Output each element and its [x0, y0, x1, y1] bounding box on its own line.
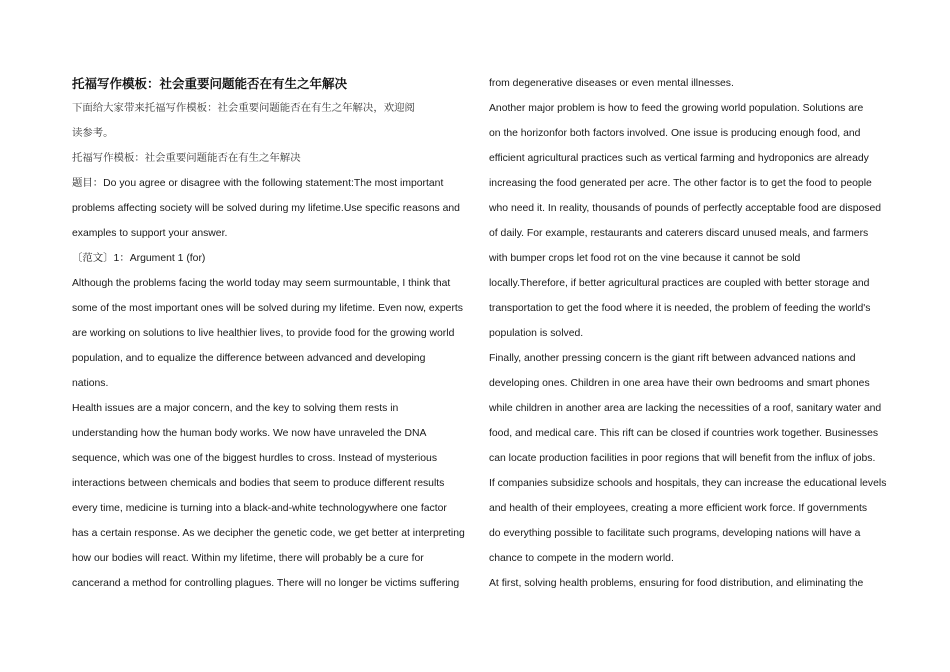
text-line: of daily. For example, restaurants and caterers discard unused meals, and farmers	[489, 228, 869, 239]
right-column	[489, 71, 887, 596]
text-line: 读参考。	[72, 127, 114, 139]
text-line: cancerand a method for controlling plagues. There will no longer be victims suffering	[72, 578, 460, 589]
left-column-text	[72, 96, 464, 596]
text-line: every time, medicine is turning into a black-and-white technologywhere one factor	[72, 503, 447, 514]
text-line: on the horizonfor both factors involved. One issue is producing enough food, and	[489, 128, 861, 139]
text-line: some of the most important ones will be solved during my lifetime. Even now, experts	[72, 303, 463, 314]
text-line: has a certain response. As we decipher the genetic code, we get better at interpreting	[72, 528, 465, 539]
text-line: with bumper crops let food rot on the vine because it cannot be sold	[489, 253, 801, 264]
text-line: are working on solutions to live healthier lives, to provide food for the growing world	[72, 328, 455, 339]
text-line: how our bodies will react. Within my lifetime, there will probably be a cure for	[72, 553, 424, 564]
text-line: sequence, which was one of the biggest hurdles to cross. Instead of mysterious	[72, 453, 438, 464]
text-line: Finally, another pressing concern is the giant rift between advanced nations and	[489, 353, 856, 364]
text-line: transportation to get the food where it is needed, the problem of feeding the world's	[489, 303, 871, 314]
text-line: problems affecting society will be solved during my lifetime.Use specific reasons and	[72, 203, 460, 214]
text-line: chance to compete in the modern world.	[489, 553, 674, 564]
text-line: 题目：Do you agree or disagree with the following statement:The most important	[72, 178, 444, 189]
text-line: Although the problems facing the world today may seem surmountable, I think that	[72, 278, 451, 289]
text-line: do everything possible to facilitate such programs, developing nations will have a	[489, 528, 861, 539]
text-line: who need it. In reality, thousands of pounds of perfectly acceptable food are disposed	[489, 203, 882, 214]
text-line: If companies subsidize schools and hospitals, they can increase the educational levels	[489, 478, 887, 489]
text-line: interactions between chemicals and bodies that seem to produce different results	[72, 478, 445, 489]
text-line: and health of their employees, creating a more efficient work force. If governments	[489, 503, 868, 514]
text-line: locally.Therefore, if better agricultural practices are coupled with better storage and	[489, 278, 870, 289]
text-line: understanding how the human body works. We now have unraveled the DNA	[72, 428, 427, 439]
left-column	[72, 71, 464, 596]
text-line: 托福写作模板：社会重要问题能否在有生之年解决	[72, 152, 301, 164]
text-line: while children in another area are lacking the necessities of a roof, sanitary water and	[489, 403, 882, 414]
text-line: examples to support your answer.	[72, 228, 228, 239]
text-line: increasing the food generated per acre. The other factor is to get the food to people	[489, 178, 872, 189]
text-line: from degenerative diseases or even mental illnesses.	[489, 78, 734, 89]
document-title: 托福写作模板：社会重要问题能否在有生之年解决	[72, 76, 348, 91]
text-line: population is solved.	[489, 328, 584, 339]
text-line: can locate production facilities in poor regions that will benefit from the influx of jobs.	[489, 453, 876, 464]
text-line: food, and medical care. This rift can be closed if countries work together. Businesses	[489, 428, 879, 439]
text-line: developing ones. Children in one area have their own bedrooms and smart phones	[489, 378, 870, 389]
text-line: 〔范文〕1：Argument 1 (for)	[72, 253, 206, 264]
text-line: Health issues are a major concern, and the key to solving them rests in	[72, 403, 399, 414]
text-line: efficient agricultural practices such as vertical farming and hydroponics are already	[489, 153, 869, 164]
text-line: 下面给大家带来托福写作模板：社会重要问题能否在有生之年解决，欢迎阅	[72, 102, 415, 114]
text-line: At first, solving health problems, ensuring for food distribution, and eliminating the	[489, 578, 864, 589]
text-line: nations.	[72, 378, 109, 389]
text-line: Another major problem is how to feed the growing world population. Solutions are	[489, 103, 864, 114]
text-line: population, and to equalize the difference between advanced and developing	[72, 353, 426, 364]
